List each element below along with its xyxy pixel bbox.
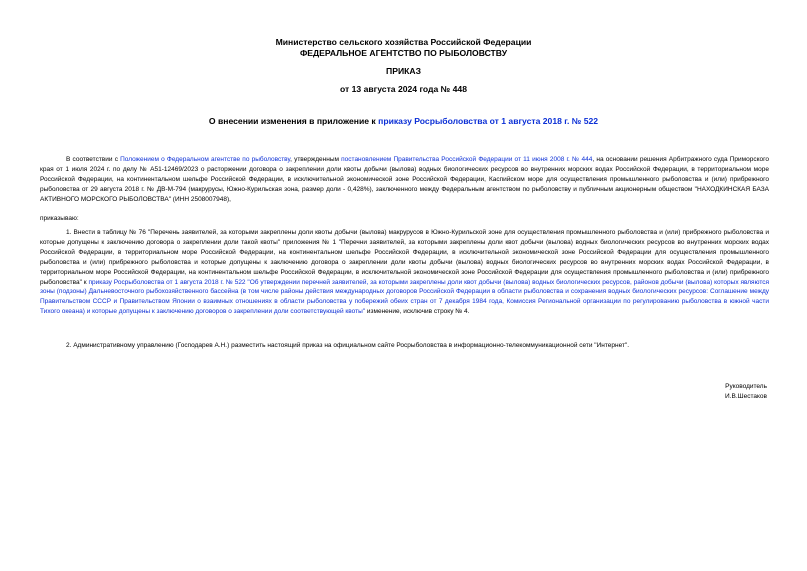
item-1-text-3: изменение, исключив строку № 4. — [365, 308, 470, 316]
document-date: от 13 августа 2024 года № 448 — [340, 84, 467, 94]
preamble-text-1: В соответствии с — [66, 156, 121, 163]
preamble-text-2: , утвержденным — [290, 156, 342, 163]
government-decree-link[interactable]: постановлением Правительства Российской Федерации от 11 июня 2008 г. № 444 — [341, 156, 593, 163]
order-word: приказываю: — [40, 215, 79, 222]
preamble-paragraph — [40, 155, 769, 205]
item-1-text-1: 1. Внести в таблицу № 76 "Перечень заявителей, за которыми закреплены доли квоты добычи (вылова) макрурусов в Южно-Курильской зоне для осуществления промышленного рыболовства и (или) прибрежного рыболовства и которые допущены к заключению договора о закреплении доли такой квоты" приложения № 1 "Перечни заявителей, за которыми закреплены доли квот добычи (вылова) водных биологических ресурсов во внутренних морских водах Российской Федерации, в территориальном море Российской Федерации, на континентальном шельфе Российской Федерации, в исключительной экономической зоне Российской Федерации для осуществления промышленного рыболовства и (или) прибрежного рыболовства и которые допущены к заключению договора о закреплении доли квоты добычи (вылова) водных биологических ресурсов во внутренних морских водах Российской Федерации, в территориальном море Российской Федерации, на континентальном шельфе Российской Федерации, в исключительной экономической зоне Российской Федерации для осуществления промышленного рыболовства и (или) прибрежного рыболовства" к — [40, 229, 769, 286]
document-title-text: О внесении изменения в приложение к — [208, 116, 379, 126]
ministry-name: Министерство сельского хозяйства Российской Федерации — [275, 37, 532, 47]
document-title-link[interactable]: приказу Росрыболовства от 1 августа 2018 г. № 522 — [378, 116, 599, 126]
order-522-link[interactable]: приказу Росрыболовства от 1 августа 2018 г. № 522 — [88, 278, 246, 286]
signature-position: Руководитель — [725, 383, 767, 390]
agency-name: ФЕДЕРАЛЬНОЕ АГЕНТСТВО ПО РЫБОЛОВСТВУ — [299, 48, 508, 58]
item-2-paragraph: 2. Административному управлению (Господарев А.Н.) разместить настоящий приказ на официальном сайте Росрыболовства в информационно-телекоммуникационной сети "Интернет". — [66, 342, 630, 349]
document-title — [0, 116, 807, 127]
order-522-title-link[interactable]: "Об утверждении перечней заявителей, за которыми закреплены доли квот добычи (вылова) водных биологических ресурсов, районов добычи (вылова) которых являются зоны (подзоны) Дальневосточного рыбохозяйственного бассейна (в том числе районы действия международных договоров Российской Федерации в области рыболовства и сохранения водных биологических ресурсов: Соглашение между Правительством СССР и Правительством Японии о взаимных отношениях в области рыболовства у побережий обеих стран от 7 декабря 1984 года, Комиссия Региональной организации по регулированию рыболовства в южной части Тихого океана) и которые допущены к заключению договоров о закреплении доли соответствующей квоты" — [40, 278, 769, 316]
document-type: ПРИКАЗ — [386, 66, 421, 76]
regulation-link[interactable]: Положением о Федеральном агентстве по рыболовству — [120, 156, 291, 163]
preamble-text-3: , на основании решения Арбитражного суда Приморского края от 1 июля 2024 г. по делу № А51-12469/2023 о расторжении договора о закреплении доли квоты добычи (вылова) водных биологических ресурсов во внутренних морских водах Российской Федерации, в территориальном море Российской Федерации, на континентальном шельфе Российской Федерации, в исключительной экономической зоне Российской Федерации, Каспийском море для осуществления промышленного рыболовства и (или) прибрежного рыболовства от 29 августа 2018 г. № ДВ-М-794 (макрурусы, Южно-Курильская зона, размер доли - 0,428%), заключенного между Федеральным агентством по рыболовству и публичным акционерным обществом "НАХОДКИНСКАЯ БАЗА АКТИВНОГО МОРСКОГО РЫБОЛОВСТВА" (ИНН 2508007948), — [40, 156, 769, 203]
signature-name: И.В.Шестаков — [725, 393, 767, 400]
item-1-paragraph — [40, 228, 769, 317]
